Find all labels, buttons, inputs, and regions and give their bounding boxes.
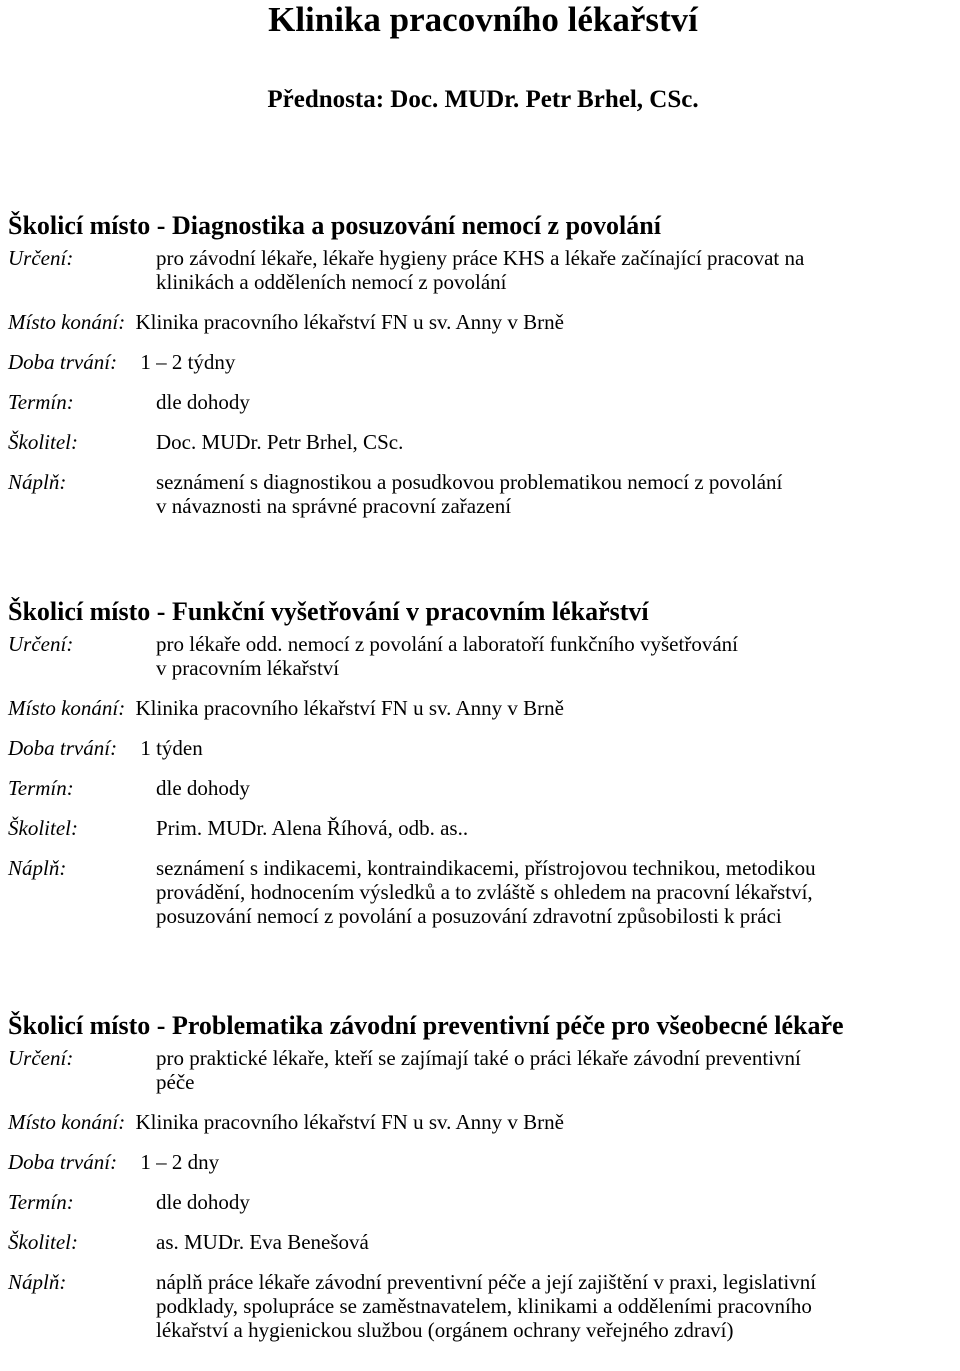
value-termin: dle dohody [156, 390, 250, 414]
section-heading: Školicí místo - Funkční vyšetřování v pracovním lékařství [8, 597, 649, 626]
page-title: Klinika pracovního lékařství [268, 0, 698, 39]
training-section-preventive-care [8, 1010, 958, 1358]
value-misto: Klinika pracovního lékařství FN u sv. Anny v Brně [135, 1110, 564, 1134]
value-doba: 1 týden [140, 736, 203, 760]
value-napln: seznámení s indikacemi, kontraindikacemi, přístrojovou technikou, metodikou provádění, hodnocením výsledků a to zvláště s ohledem na pracovní lékařství, posuzování nemocí z povolání a posuzování zdravotní způsobilosti k práci [156, 856, 816, 928]
section-heading: Školicí místo - Diagnostika a posuzování nemocí z povolání [8, 211, 661, 240]
training-section-functional [8, 596, 958, 944]
label-skolitel: Školitel: [8, 816, 78, 840]
value-misto: Klinika pracovního lékařství FN u sv. Anny v Brně [135, 696, 564, 720]
row-napln [8, 1270, 958, 1342]
row-doba [8, 350, 958, 374]
value-napln: náplň práce lékaře závodní preventivní péče a její zajištění v praxi, legislativní podklady, spolupráce se zaměstnavatelem, klinikami a odděleními pracovního lékařství a hygienickou službou (orgánem ochrany veřejného zdraví) [156, 1270, 817, 1342]
label-misto: Místo konání: [8, 1110, 126, 1134]
label-skolitel: Školitel: [8, 1230, 78, 1254]
label-urceni: Určení: [8, 1046, 74, 1070]
label-misto: Místo konání: [8, 696, 126, 720]
value-urceni: pro lékaře odd. nemocí z povolání a laboratoří funkčního vyšetřování v pracovním lékařství [156, 632, 738, 680]
section-heading: Školicí místo - Problematika závodní preventivní péče pro všeobecné lékaře [8, 1011, 844, 1040]
row-doba [8, 1150, 958, 1174]
row-urceni [8, 632, 958, 680]
row-termin [8, 390, 958, 414]
row-napln [8, 856, 958, 928]
label-termin: Termín: [8, 776, 74, 800]
label-urceni: Určení: [8, 632, 74, 656]
label-termin: Termín: [8, 390, 74, 414]
label-urceni: Určení: [8, 246, 74, 270]
value-skolitel: as. MUDr. Eva Benešová [156, 1230, 369, 1254]
value-napln: seznámení s diagnostikou a posudkovou problematikou nemocí z povolání v návaznosti na správné pracovní zařazení [156, 470, 783, 518]
row-napln [8, 470, 958, 518]
label-termin: Termín: [8, 1190, 74, 1214]
label-napln: Náplň: [8, 1270, 67, 1294]
value-urceni: pro závodní lékaře, lékaře hygieny práce KHS a lékaře začínající pracovat na klinikách a odděleních nemocí z povolání [156, 246, 805, 294]
page-subtitle: Přednosta: Doc. MUDr. Petr Brhel, CSc. [267, 86, 699, 113]
row-misto [8, 1110, 958, 1134]
label-napln: Náplň: [8, 470, 67, 494]
training-section-diagnostics [8, 210, 958, 534]
label-doba: Doba trvání: [8, 736, 118, 760]
row-skolitel [8, 816, 958, 840]
label-napln: Náplň: [8, 856, 67, 880]
value-skolitel: Prim. MUDr. Alena Říhová, odb. as.. [156, 816, 469, 840]
value-termin: dle dohody [156, 1190, 250, 1214]
value-doba: 1 – 2 týdny [140, 350, 236, 374]
label-skolitel: Školitel: [8, 430, 78, 454]
row-skolitel [8, 430, 958, 454]
label-doba: Doba trvání: [8, 1150, 118, 1174]
row-doba [8, 736, 958, 760]
value-doba: 1 – 2 dny [140, 1150, 220, 1174]
row-urceni [8, 246, 958, 294]
row-misto [8, 310, 958, 334]
label-misto: Místo konání: [8, 310, 126, 334]
label-doba: Doba trvání: [8, 350, 118, 374]
value-skolitel: Doc. MUDr. Petr Brhel, CSc. [156, 430, 404, 454]
row-misto [8, 696, 958, 720]
row-skolitel [8, 1230, 958, 1254]
value-urceni: pro praktické lékaře, kteří se zajímají také o práci lékaře závodní preventivní péče [156, 1046, 801, 1094]
row-termin [8, 776, 958, 800]
value-termin: dle dohody [156, 776, 250, 800]
row-termin [8, 1190, 958, 1214]
value-misto: Klinika pracovního lékařství FN u sv. Anny v Brně [135, 310, 564, 334]
row-urceni [8, 1046, 958, 1094]
